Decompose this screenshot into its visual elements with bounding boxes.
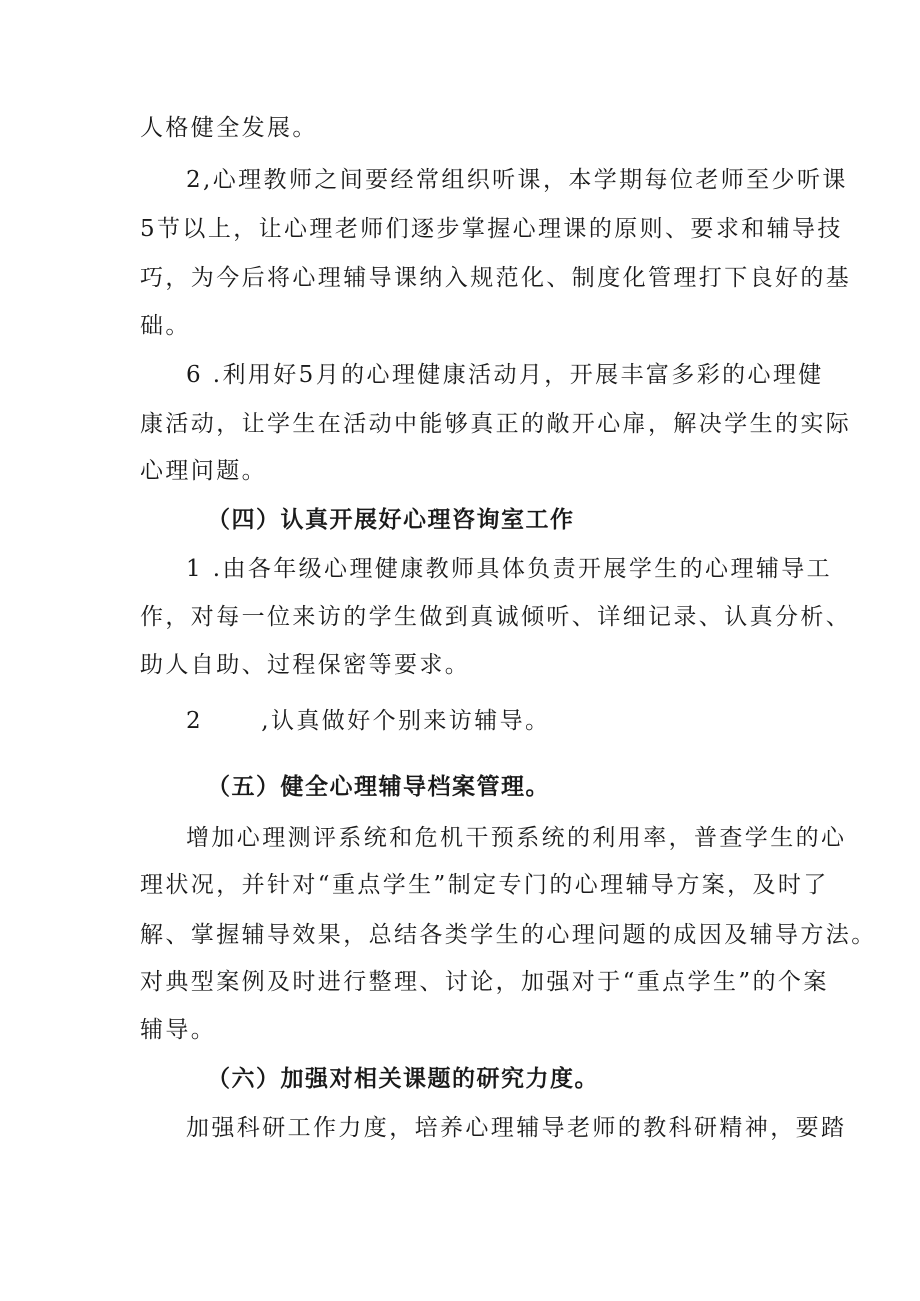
paragraph-line: 辅导。	[140, 1017, 217, 1043]
paragraph-line: 2 ,认真做好个别来访辅导。	[186, 708, 551, 734]
paragraph-line: 对典型案例及时进行整理、讨论，加强对于“重点学生”的个案	[140, 969, 829, 995]
paragraph-line: 心理问题。	[140, 458, 267, 484]
paragraph-line: 作，对每一位来访的学生做到真诚倾听、详细记录、认真分析、	[140, 604, 852, 630]
section-heading-5: （五）健全心理辅导档案管理。	[207, 773, 550, 800]
section-heading-4: （四）认真开展好心理咨询室工作	[207, 506, 575, 533]
paragraph-line: 人格健全发展。	[140, 115, 318, 141]
paragraph-line: 础。	[140, 313, 191, 339]
paragraph-line: 2,心理教师之间要经常组织听课，本学期每位老师至少听课	[186, 167, 848, 193]
paragraph-line: 增加心理测评系统和危机干预系统的利用率，普查学生的心	[186, 825, 847, 851]
paragraph-line: 解、掌握辅导效果，总结各类学生的心理问题的成因及辅导方法。	[140, 922, 877, 948]
section-heading-6: （六）加强对相关课题的研究力度。	[207, 1065, 599, 1092]
paragraph-line: 康活动，让学生在活动中能够真正的敞开心扉，解决学生的实际	[140, 411, 852, 437]
paragraph-line: 理状况，并针对“重点学生”制定专门的心理辅导方案，及时了	[140, 872, 829, 898]
paragraph-line: 6 .利用好5月的心理健康活动月，开展丰富多彩的心理健	[186, 362, 824, 388]
paragraph-line: 5节以上，让心理老师们逐步掌握心理课的原则、要求和辅导技	[140, 216, 843, 242]
paragraph-line: 加强科研工作力度，培养心理辅导老师的教科研精神，要踏	[186, 1115, 847, 1141]
paragraph-line: 助人自助、过程保密等要求。	[140, 652, 471, 678]
paragraph-line: 1 .由各年级心理健康教师具体负责开展学生的心理辅导工	[186, 556, 833, 582]
paragraph-line: 巧，为今后将心理辅导课纳入规范化、制度化管理打下良好的基	[140, 265, 852, 291]
